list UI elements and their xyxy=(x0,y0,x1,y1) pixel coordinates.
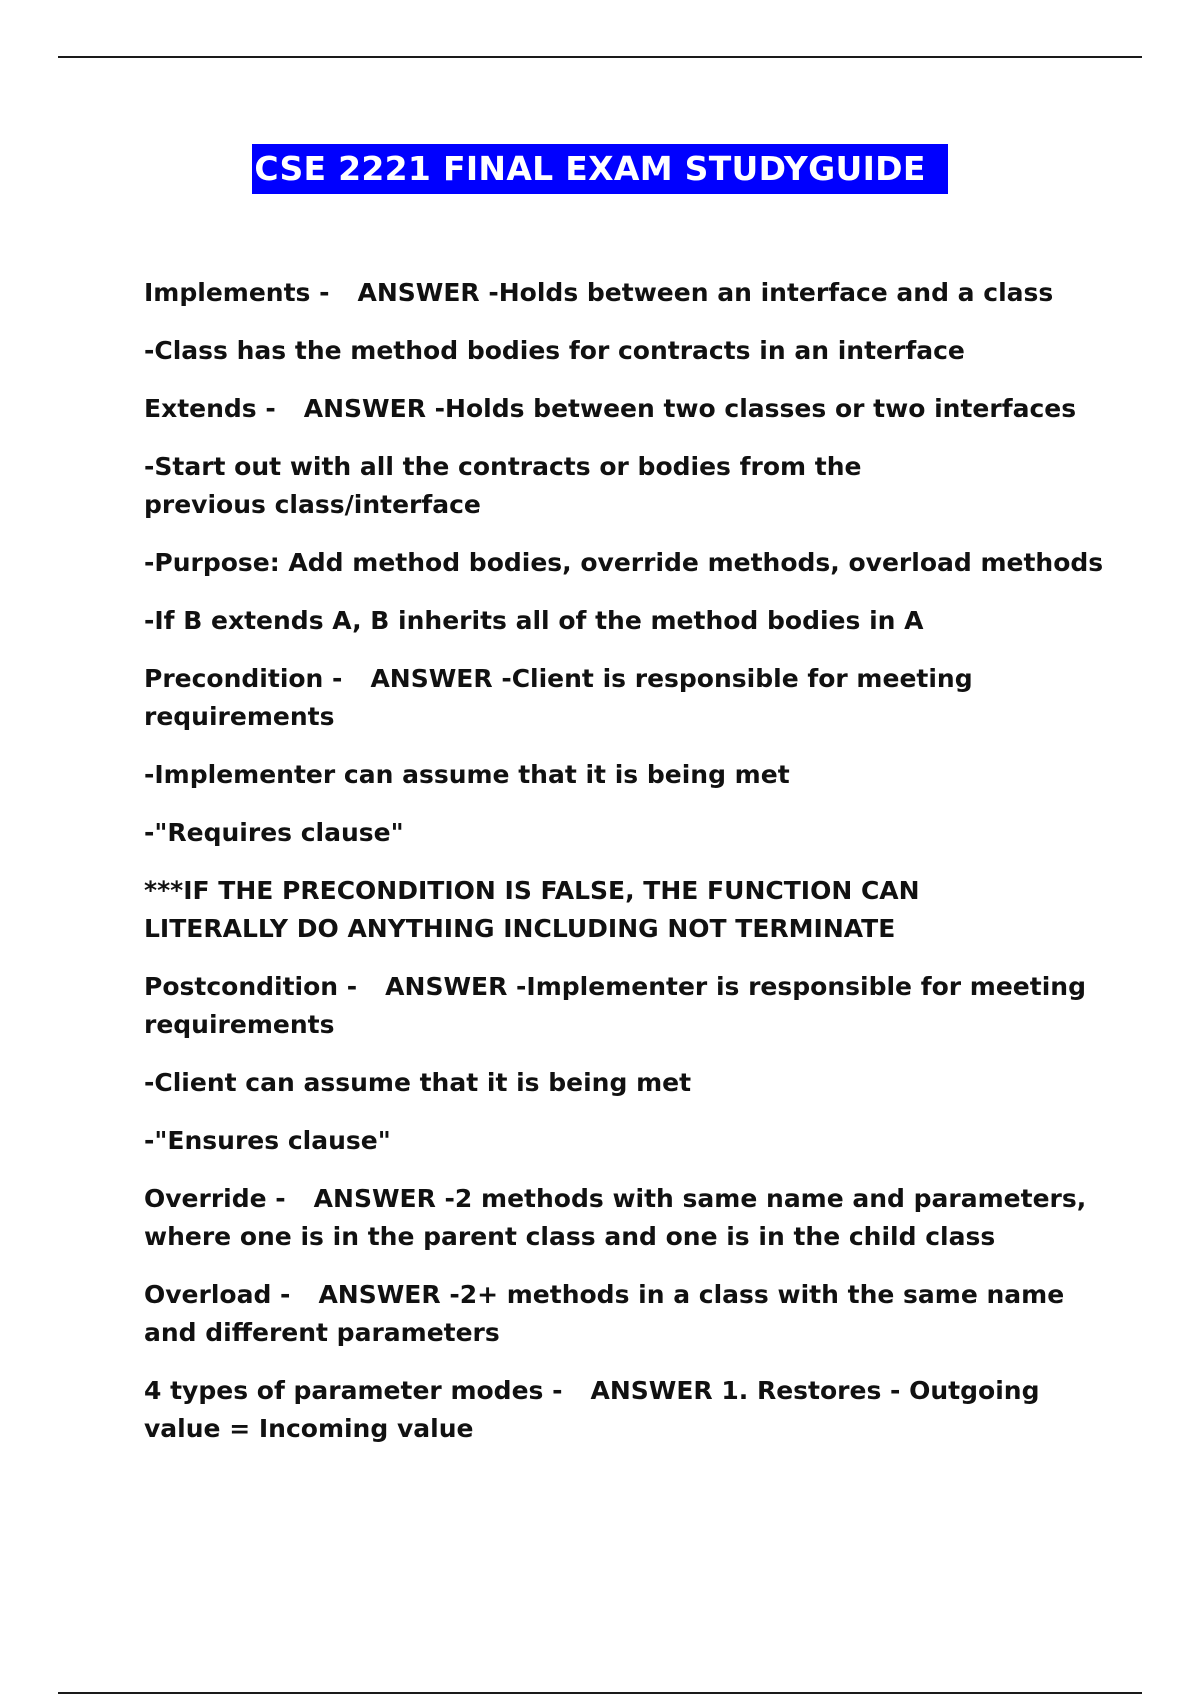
entry-answer: ANSWER -Implementer is responsible for meeting requirements xyxy=(144,972,1086,1039)
note-line: -Class has the method bodies for contracts in an interface xyxy=(144,336,965,365)
qa-entry xyxy=(144,660,984,736)
warning-line: ***IF THE PRECONDITION IS FALSE, THE FUNCTION CAN LITERALLY DO ANYTHING INCLUDING NOT TERMINATE xyxy=(144,876,920,943)
note-line: -Purpose: Add method bodies, override methods, overload methods xyxy=(144,548,1104,577)
note-line: -"Requires clause" xyxy=(144,818,404,847)
note-line: -Client can assume that it is being met xyxy=(144,1068,692,1097)
entry-term: Implements - xyxy=(144,278,330,307)
qa-entry xyxy=(144,390,1104,428)
entry-term: Precondition - xyxy=(144,664,343,693)
entry-term: Extends - xyxy=(144,394,276,423)
study-guide-content xyxy=(144,274,1104,1468)
entry-term: Postcondition - xyxy=(144,972,358,1001)
bottom-rule xyxy=(58,1692,1142,1694)
entry-answer: ANSWER -Client is responsible for meeting requirements xyxy=(144,664,973,731)
document-title: CSE 2221 FINAL EXAM STUDYGUIDE xyxy=(252,144,947,194)
qa-entry xyxy=(144,1276,1104,1352)
entry-term: Overload - xyxy=(144,1280,291,1309)
entry-answer: ANSWER 1. Restores - Outgoing value = Incoming value xyxy=(144,1376,1040,1443)
note-line: -"Ensures clause" xyxy=(144,1126,391,1155)
entry-answer: ANSWER -2+ methods in a class with the same name and different parameters xyxy=(144,1280,1065,1347)
top-rule xyxy=(58,56,1142,58)
entry-answer: ANSWER -2 methods with same name and parameters, where one is in the parent class and one is in the child class xyxy=(144,1184,1087,1251)
qa-entry xyxy=(144,1372,1104,1448)
entry-term: Override - xyxy=(144,1184,286,1213)
entry-term: 4 types of parameter modes - xyxy=(144,1376,563,1405)
qa-entry xyxy=(144,968,1104,1044)
title-container xyxy=(0,144,1200,194)
note-line: -Start out with all the contracts or bodies from the previous class/interface xyxy=(144,452,862,519)
note-line: -Implementer can assume that it is being met xyxy=(144,760,790,789)
qa-entry xyxy=(144,1180,1104,1256)
qa-entry xyxy=(144,274,1104,312)
note-line: -If B extends A, B inherits all of the method bodies in A xyxy=(144,606,924,635)
entry-answer: ANSWER -Holds between two classes or two interfaces xyxy=(303,394,1077,423)
entry-answer: ANSWER -Holds between an interface and a class xyxy=(357,278,1054,307)
